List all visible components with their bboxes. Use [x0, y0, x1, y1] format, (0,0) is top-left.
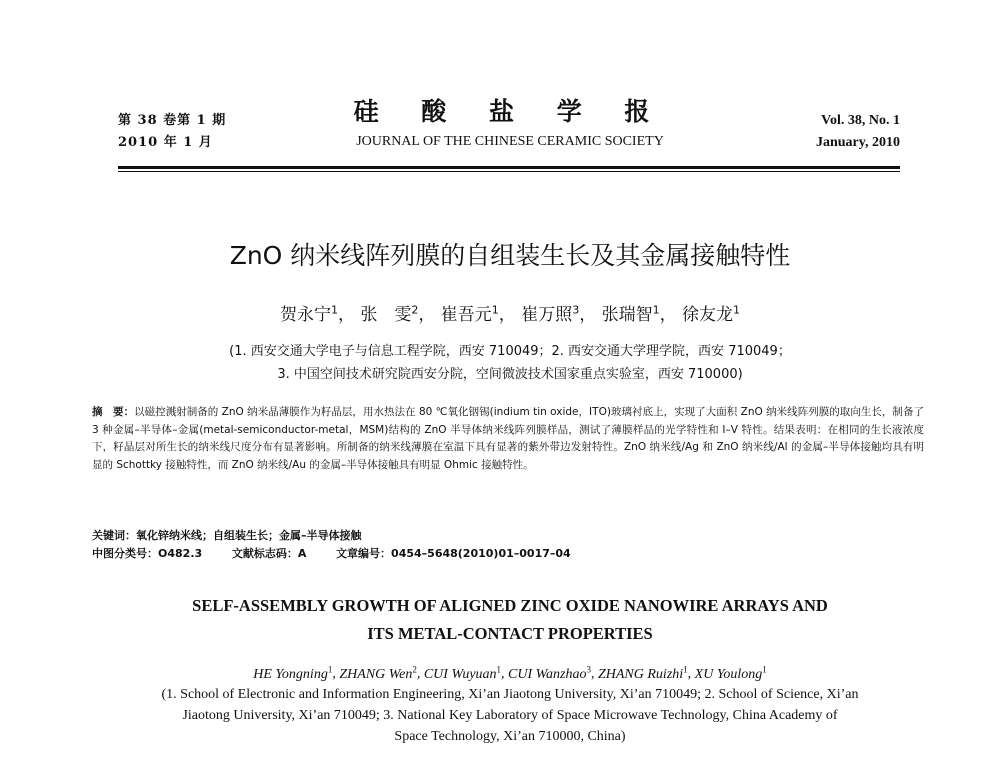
author-cn: 贺永宁$^1$	[279, 303, 338, 325]
paper-title-cn: ZnO 纳米线阵列膜的自组装生长及其金属接触特性	[229, 241, 791, 270]
title-en-line: ITS METAL-CONTACT PROPERTIES	[367, 624, 653, 643]
header-rule-thick	[118, 166, 900, 169]
journal-title-cn: 硅 酸 盐 学 报	[353, 97, 667, 126]
article-id-label: 文章编号：	[336, 547, 392, 560]
journal-title-en: JOURNAL OF THE CHINESE CERAMIC SOCIETY	[356, 134, 664, 149]
affiliations-cn	[60, 340, 960, 386]
header-rule-thin	[118, 171, 900, 172]
classification-line	[92, 545, 924, 563]
author-cn: 张瑞智$^1$	[601, 303, 660, 325]
keywords-line	[92, 527, 924, 545]
affiliation-line: 3. 中国空间技术研究院西安分院，空间微波技术国家重点实验室，西安 710000)	[277, 367, 743, 382]
author-en: ZHANG Ruizhi$^1$	[597, 664, 688, 682]
affiliation-line: Space Technology, Xi’an 710000, China)	[394, 729, 626, 744]
author-cn: 张 雯$^2$	[360, 303, 419, 325]
affiliation-line: (1. School of Electronic and Information Engineering, Xi’an Jiaotong University, Xi’an 710049; 2. School of Science, Xi’an	[161, 687, 859, 702]
date-en: January, 2010	[815, 135, 900, 150]
author-cn: 崔万照$^3$	[521, 303, 580, 325]
title-en-line: SELF-ASSEMBLY GROWTH OF ALIGNED ZINC OXIDE NANOWIRE ARRAYS AND	[192, 596, 828, 615]
affiliation-line: (1. 西安交通大学电子与信息工程学院，西安 710049；2. 西安交通大学理学院，西安 710049；	[229, 344, 791, 359]
clc-label: 中图分类号：	[92, 547, 158, 560]
keywords-block	[92, 527, 924, 563]
issue-info-cn	[118, 110, 226, 154]
author-list-en: HE Yongning$^1$, ZHANG Wen$^2$, CUI Wuyuan$^1$, CUI Wanzhao$^3$, ZHANG Ruizhi$^1$, XU Youlong$^1$	[253, 664, 767, 682]
journal-title-block	[300, 92, 720, 150]
volume-en: Vol. 38, No. 1	[821, 113, 900, 128]
abstract-cn	[92, 404, 924, 474]
affiliations-en	[100, 684, 920, 747]
article-id-value: 0454–5648(2010)01–0017–04	[391, 547, 571, 560]
clc-value: O482.3	[158, 547, 203, 560]
doc-code-label: 文献标志码：	[231, 547, 298, 560]
abstract-label: 摘 要：	[92, 406, 135, 418]
keywords-text: 氧化锌纳米线；自组装生长；金属–半导体接触	[136, 529, 362, 542]
author-cn: 崔吾元$^1$	[440, 303, 499, 325]
author-cn: 徐友龙$^1$	[682, 303, 741, 325]
author-en: CUI Wuyuan$^1$	[423, 664, 502, 682]
author-en: CUI Wanzhao$^3$	[508, 664, 591, 682]
affiliation-line: Jiaotong University, Xi’an 710049; 3. National Key Laboratory of Space Microwave Technology, China Academy of	[182, 708, 838, 723]
volume-cn: 第 38 卷第 1 期	[118, 113, 227, 128]
paper-title-en	[80, 592, 940, 648]
author-list-cn: 贺永宁$^1$， 张 雯$^2$， 崔吾元$^1$， 崔万照$^3$， 张瑞智$^1$， 徐友龙$^1$	[279, 303, 741, 325]
author-en: HE Yongning$^1$	[253, 664, 333, 682]
keywords-label: 关键词：	[92, 529, 136, 542]
doc-code-value: A	[297, 547, 307, 560]
author-en: ZHANG Wen$^2$	[339, 664, 417, 682]
abstract-text: 以磁控溅射制备的 ZnO 纳米晶薄膜作为籽晶层，用水热法在 80 ℃氧化铟锡(indium tin oxide，ITO)玻璃衬底上，实现了大面积 ZnO 纳米线阵列膜的取向生长，制备了 3 种金属–半导体–金属(metal-semiconductor-metal，MSM)结构的 ZnO 半导体纳米线阵列膜样品，测试了薄膜样品的光学特性和 I–V 特性。结果表明：在相同的生长液浓度下，籽晶层对所生长的纳米线尺度分布有显著影响。所制备的纳米线薄膜在室温下具有显著的紫外带边发射特性。ZnO 纳米线/Ag 和 ZnO 纳米线/Al 的金属–半导体接触均具有明显的 Schottky 接触特性，而 ZnO 纳米线/Au 的金属–半导体接触具有明显 Ohmic 接触特性。	[92, 406, 924, 471]
issue-info-en	[816, 110, 900, 154]
date-cn: 2010 年 1 月	[118, 135, 213, 150]
author-en: XU Youlong$^1$	[694, 664, 767, 682]
